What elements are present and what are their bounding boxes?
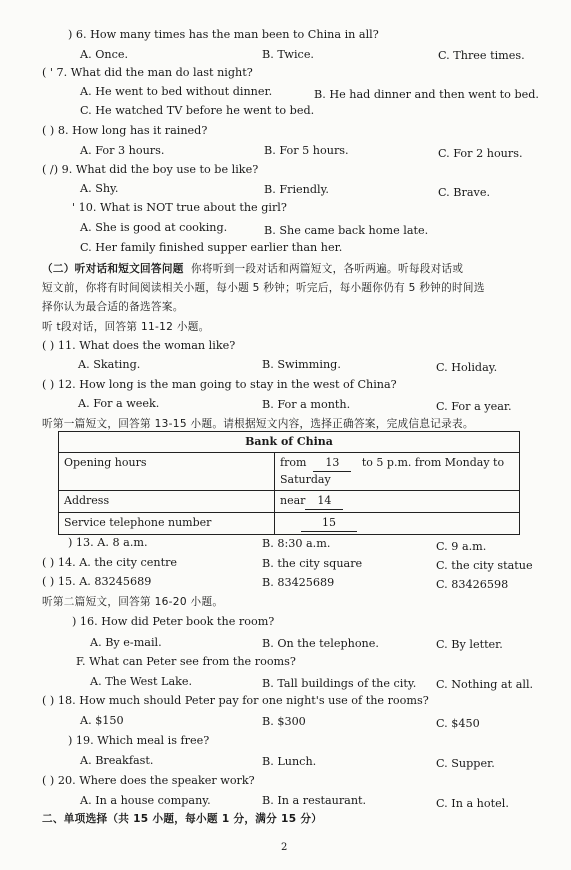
q15-option-c: C. 83426598 [436,578,509,591]
q6-option-b: B. Twice. [262,48,314,61]
q13-option-c: C. 9 a.m. [436,540,487,553]
q10-stem: ' 10. What is NOT true about the girl? [72,201,287,214]
q7-option-b: B. He had dinner and then went to bed. [314,88,539,101]
q8-stem: ( ) 8. How long has it rained? [42,124,208,137]
q8-option-b: B. For 5 hours. [264,144,349,157]
q18-option-b: B. $300 [262,715,306,728]
q7-option-c: C. He watched TV before he went to bed. [80,104,315,117]
q6-option-a: A. Once. [80,48,129,61]
q15-option-b: B. 83425689 [262,576,335,589]
q14-option-b: B. the city square [262,557,363,570]
q7-stem: ( ' 7. What did the man do last night? [42,66,253,79]
q10-option-c: C. Her family finished supper earlier than her. [80,241,343,254]
passage1-intro: 听第一篇短文，回答第 13-15 小题。请根据短文内容，选择正确答案，完成信息记录表。 [42,418,474,430]
q17-stem: F. What can Peter see from the rooms? [76,655,296,668]
q9-option-c: C. Brave. [438,186,491,199]
table-title: Bank of China [59,432,520,453]
address-label: Address [59,491,275,513]
q11-stem: ( ) 11. What does the woman like? [42,339,236,352]
q11-option-c: C. Holiday. [436,361,498,374]
q16-stem: ) 16. How did Peter book the room? [72,615,275,628]
q14-option-c: C. the city statue [436,559,533,572]
section2-instructions-line3: 择你认为最合适的备选答案。 [42,301,184,313]
q19-option-a: A. Breakfast. [80,754,154,767]
q13-option-a: ) 13. A. 8 a.m. [68,536,148,549]
q17-option-c: C. Nothing at all. [436,678,534,691]
part2-title: 二、单项选择（共 15 小题，每小题 1 分，满分 15 分） [42,813,323,825]
q14-option-a: ( ) 14. A. the city centre [42,556,178,569]
q20-option-c: C. In a hotel. [436,797,509,810]
address-value: near 14 [275,491,520,513]
q19-option-b: B. Lunch. [262,755,317,768]
phone-label: Service telephone number [59,513,275,535]
page-number: 2 [281,842,288,853]
q19-option-c: C. Supper. [436,757,495,770]
q20-option-a: A. In a house company. [80,794,211,807]
q17-option-b: B. Tall buildings of the city. [262,677,417,690]
section2-instructions-line1: （二）听对话和短文回答问题 你将听到一段对话和两篇短文，各听两遍。听每段对话或 [42,263,464,275]
blank-14: 14 [305,493,343,510]
q16-option-b: B. On the telephone. [262,637,379,650]
q11-option-a: A. Skating. [78,358,141,371]
q20-option-b: B. In a restaurant. [262,794,367,807]
opening-hours-value: from 13 to 5 p.m. from Monday to Saturday [275,453,520,491]
q9-option-b: B. Friendly. [264,183,329,196]
opening-hours-label: Opening hours [59,453,275,491]
q9-option-a: A. Shy. [80,182,119,195]
q19-stem: ) 19. Which meal is free? [68,734,210,747]
section2-title: （二）听对话和短文回答问题 [42,263,184,275]
q18-option-a: A. $150 [80,714,124,727]
q17-option-a: A. The West Lake. [90,675,193,688]
q9-stem: ( /) 9. What did the boy use to be like? [42,163,259,176]
q10-option-a: A. She is good at cooking. [80,221,228,234]
q15-option-a: ( ) 15. A. 83245689 [42,575,152,588]
q16-option-a: A. By e-mail. [90,636,162,649]
q13-option-b: B. 8:30 a.m. [262,537,331,550]
q7-option-a: A. He went to bed without dinner. [80,85,273,98]
section2-instructions-line2: 短文前，你将有时间阅读相关小题，每小题 5 秒钟；听完后，每小题你仍有 5 秒钟的时间选 [42,282,485,294]
q10-option-b: B. She came back home late. [264,224,429,237]
blank-15: 15 [301,515,357,532]
q8-option-c: C. For 2 hours. [438,147,523,160]
passage2-intro: 听第二篇短文，回答第 16-20 小题。 [42,596,224,608]
q16-option-c: C. By letter. [436,638,503,651]
q6-stem: ) 6. How many times has the man been to China in all? [68,28,379,41]
q18-option-c: C. $450 [436,717,480,730]
dialog-intro: 听 t段对话，回答第 11-12 小题。 [42,321,210,333]
q20-stem: ( ) 20. Where does the speaker work? [42,774,255,787]
q12-option-a: A. For a week. [78,397,160,410]
q11-option-b: B. Swimming. [262,358,341,371]
blank-13: 13 [313,455,351,472]
bank-info-table [58,431,520,535]
q12-stem: ( ) 12. How long is the man going to stay in the west of China? [42,378,397,391]
phone-value [275,513,520,535]
q8-option-a: A. For 3 hours. [80,144,165,157]
q12-option-b: B. For a month. [262,398,351,411]
q18-stem: ( ) 18. How much should Peter pay for one night's use of the rooms? [42,694,429,707]
q6-option-c: C. Three times. [438,49,525,62]
q12-option-c: C. For a year. [436,400,512,413]
